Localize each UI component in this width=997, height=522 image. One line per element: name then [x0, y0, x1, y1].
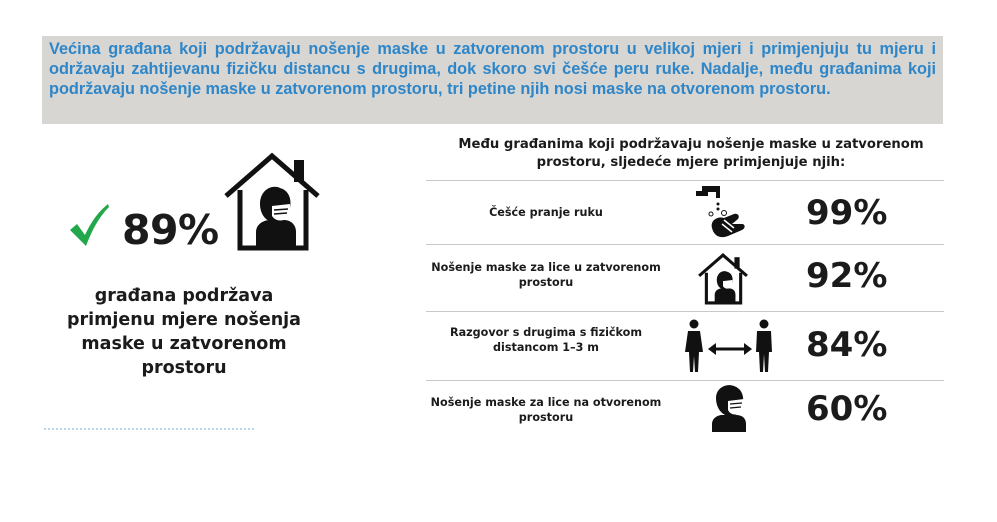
support-description: građana podržava primjenu mjere nošenja maske u zatvorenom prostoru	[67, 286, 301, 378]
house-masked-person-icon	[694, 252, 752, 306]
row-divider	[426, 180, 944, 181]
row-value-handwashing: 99%	[806, 193, 888, 233]
faint-dotted-line	[44, 428, 254, 436]
row-divider	[426, 244, 944, 245]
row-value-distance: 84%	[806, 325, 888, 365]
row-value-outdoor-mask: 60%	[806, 389, 888, 429]
masked-person-icon	[706, 382, 752, 432]
row-label-distance: Razgovor s drugima s fizičkom distancom 1–3 m	[449, 326, 643, 354]
row-label-handwashing: Češće pranje ruku	[489, 206, 603, 219]
row-label-outdoor-mask: Nošenje maske za lice na otvorenom prostoru	[430, 396, 662, 424]
row-value-indoor-mask: 92%	[806, 256, 888, 296]
row-label-indoor-mask: Nošenje maske za lice u zatvorenom prostoru	[431, 261, 661, 289]
row-divider	[426, 380, 944, 381]
support-percentage: 89%	[122, 206, 219, 254]
panel-title: Među građanima koji podržavaju nošenje maske u zatvorenom prostoru, sljedeće mjere primjenjuje njih:	[458, 137, 924, 170]
distance-icon	[684, 318, 776, 374]
check-icon	[68, 202, 110, 248]
row-divider	[426, 311, 944, 312]
handwashing-icon	[694, 184, 750, 240]
summary-text: Većina građana koji podržavaju nošenje maske u zatvorenom prostoru u velikoj mjeri i primjenjuju tu mjeru i održavaju zahtijevanu fizičku distancu s drugima, dok skoro svi češće peru ruke. Nadalje, među građanima koji podržavaju nošenje maske u zatvorenom prostoru, tri petine njih nosi maske na otvorenom prostoru.	[49, 40, 936, 98]
summary-banner	[42, 36, 943, 124]
house-masked-person-icon	[218, 150, 326, 254]
